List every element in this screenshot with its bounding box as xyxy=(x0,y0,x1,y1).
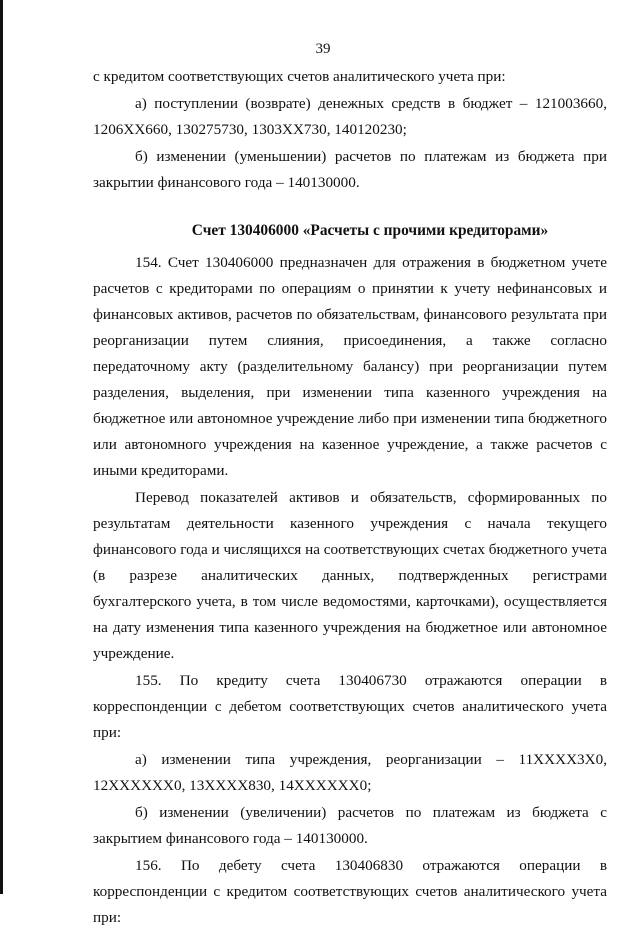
document-body xyxy=(93,64,607,931)
paragraph-155-b: б) изменении (увеличении) расчетов по платежам из бюджета с закрытием финансового года – 140130000. xyxy=(93,804,607,847)
paragraph-154: 154. Счет 130406000 предназначен для отражения в бюджетном учете расчетов с кредиторами по операциям о принятии к учету нефинансовых и финансовых активов, расчетов по обязательствам, финансового результата при реорганизации путем слияния, присоединения, а также согласно передаточному акту (разделительному балансу) при реорганизации путем разделения, выделения, при изменении типа казенного учреждения на бюджетное или автономное учреждение либо при изменении типа бюджетного или автономного учреждения на казенное учреждение, а также расчетов с иными кредиторами. xyxy=(93,254,607,479)
paragraph-155-a: а) изменении типа учреждения, реорганизации – 11ХХХХ3Х0, 12ХХХХХХ0, 13ХХХХ830, 14ХХХХХХ0; xyxy=(93,751,607,794)
paragraph-credit-intro: с кредитом соответствующих счетов аналитического учета при: xyxy=(93,68,506,85)
paragraph-transfer: Перевод показателей активов и обязательств, сформированных по результатам деятельности казенного учреждения с начала текущего финансового года и числящихся на соответствующих счетах бюджетного учета (в разрезе аналитических данных, подтвержденных регистрами бухгалтерского учета, в том числе ведомостями, карточками), осуществляется на дату изменения типа казенного учреждения на бюджетное или автономное учреждение. xyxy=(93,489,607,662)
paragraph-156: 156. По дебету счета 130406830 отражаются операции в корреспонденции с кредитом соответствующих счетов аналитического учета при: xyxy=(93,857,607,926)
page-number: 39 xyxy=(315,41,331,57)
paragraph-155: 155. По кредиту счета 130406730 отражаются операции в корреспонденции с дебетом соответствующих счетов аналитического учета при: xyxy=(93,672,607,741)
paragraph-item-a-receipts: а) поступлении (возврате) денежных средств в бюджет – 121003660, 1206ХХ660, 130275730, 1303ХХ730, 140120230; xyxy=(93,95,607,138)
section-title: Счет 130406000 «Расчеты с прочими кредиторами» xyxy=(191,222,549,239)
paragraph-item-b-closing: б) изменении (уменьшении) расчетов по платежам из бюджета при закрытии финансового года – 140130000. xyxy=(93,148,607,191)
